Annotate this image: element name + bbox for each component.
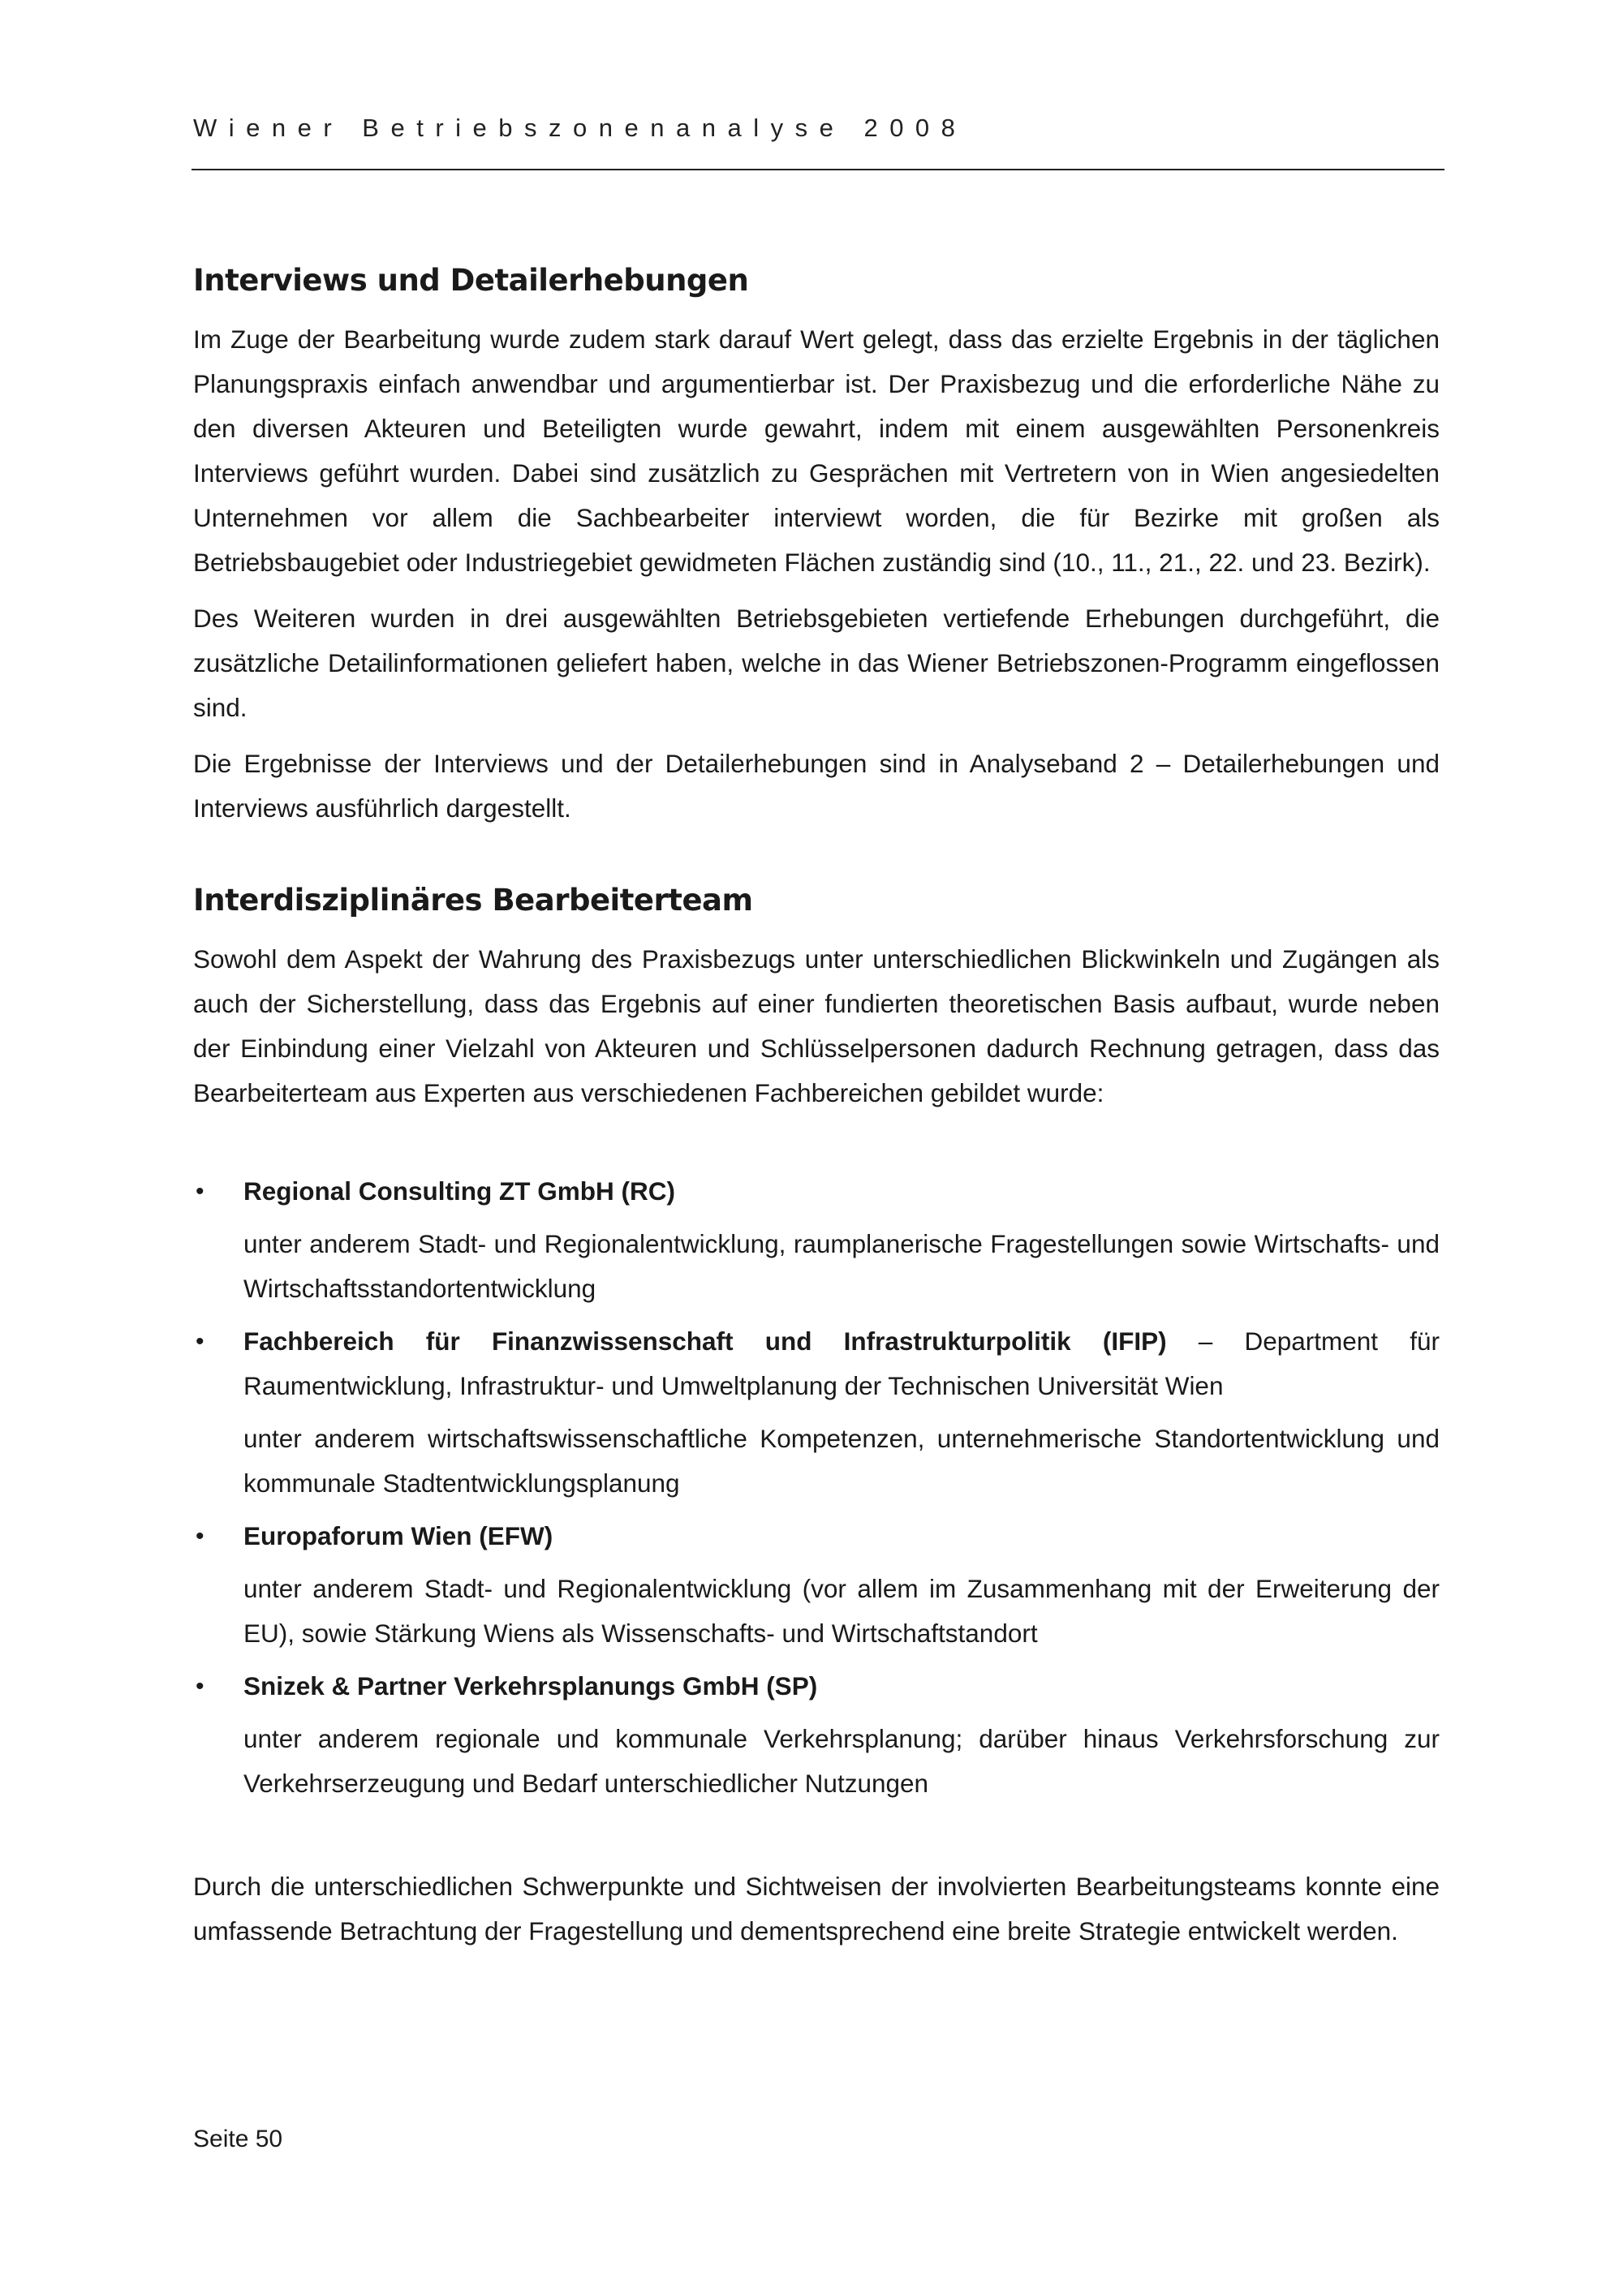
team-member-title (243, 1514, 1440, 1559)
bullet-icon: • (196, 1328, 204, 1355)
team-member-description: unter anderem wirtschaftswissenschaftliche Kompetenzen, unternehmerische Standortentwicklung und kommunale Stadtentwicklungsplanung (243, 1424, 1440, 1498)
team-member-title (243, 1169, 1440, 1214)
team-member-name: Regional Consulting ZT GmbH (RC) (243, 1176, 675, 1206)
team-member-description: unter anderem Stadt- und Regionalentwicklung, raumplanerische Fragestellungen sowie Wirtschafts- und Wirtschaftsstandortentwicklung (243, 1229, 1440, 1303)
team-member-title (243, 1664, 1440, 1709)
list-item (193, 1169, 1440, 1311)
list-item (193, 1514, 1440, 1656)
paragraph-team-intro: Sowohl dem Aspekt der Wahrung des Praxisbezugs unter unterschiedlichen Blickwinkeln und Zugängen als auch der Sicherstellung, dass das Ergebnis auf einer fundierten theoretischen Basis aufbaut, wurde neben der Einbindung einer Vielzahl von Akteuren und Schlüsselpersonen dadurch Rechnung getragen, dass das Bearbeiterteam aus Experten aus verschiedenen Fachbereichen gebildet wurde: (193, 944, 1440, 1107)
header-rule (192, 169, 1444, 170)
bullet-icon: • (196, 1178, 204, 1205)
team-member-description: unter anderem Stadt- und Regionalentwicklung (vor allem im Zusammenhang mit der Erweiterung der EU), sowie Stärkung Wiens als Wissenschafts- und Wirtschaftstandort (243, 1574, 1440, 1648)
team-member-title (243, 1319, 1440, 1408)
team-member-affiliation: – Department für Raumentwicklung, Infrastruktur- und Umweltplanung der Technischen Universität Wien (243, 1326, 1440, 1400)
page-content (193, 263, 1440, 1954)
running-header: Wiener Betriebszonenanalyse 2008 (193, 114, 967, 142)
bullet-icon: • (196, 1673, 204, 1700)
paragraph-interviews-2: Des Weiteren wurden in drei ausgewählten Betriebsgebieten vertiefende Erhebungen durchgeführt, die zusätzliche Detailinformationen geliefert haben, welche in das Wiener Betriebszonen-Programm eingeflossen sind. (193, 604, 1440, 722)
team-member-name: Europaforum Wien (EFW) (243, 1521, 553, 1550)
page-number: Seite 50 (193, 2126, 283, 2152)
team-member-name: Fachbereich für Finanzwissenschaft und Infrastrukturpolitik (IFIP) (243, 1326, 1167, 1356)
team-member-name: Snizek & Partner Verkehrsplanungs GmbH (SP) (243, 1671, 818, 1701)
list-item (193, 1664, 1440, 1806)
list-item (193, 1319, 1440, 1506)
section-heading-team: Interdisziplinäres Bearbeiterteam (193, 883, 753, 918)
paragraph-interviews-1: Im Zuge der Bearbeitung wurde zudem stark darauf Wert gelegt, dass das erzielte Ergebnis in der täglichen Planungspraxis einfach anwendbar und argumentierbar ist. Der Praxisbezug und die erforderliche Nähe zu den diversen Akteuren und Beteiligten wurde gewahrt, indem mit einem ausgewählten Personenkreis Interviews geführt wurden. Dabei sind zusätzlich zu Gesprächen mit Vertretern von in Wien angesiedelten Unternehmen vor allem die Sachbearbeiter interviewt worden, die für Bezirke mit großen als Betriebsbaugebiet oder Industriegebiet gewidmeten Flächen zuständig sind (10., 11., 21., 22. und 23. Bezirk). (193, 325, 1440, 577)
team-list (193, 1169, 1440, 1806)
paragraph-interviews-3: Die Ergebnisse der Interviews und der Detailerhebungen sind in Analyseband 2 – Detailerhebungen und Interviews ausführlich dargestellt. (193, 749, 1440, 823)
paragraph-closing: Durch die unterschiedlichen Schwerpunkte und Sichtweisen der involvierten Bearbeitungsteams konnte eine umfassende Betrachtung der Fragestellung und dementsprechend eine breite Strategie entwickelt werden. (193, 1872, 1440, 1946)
section-heading-interviews: Interviews und Detailerhebungen (193, 263, 749, 298)
team-member-description: unter anderem regionale und kommunale Verkehrsplanung; darüber hinaus Verkehrsforschung zur Verkehrserzeugung und Bedarf unterschiedlicher Nutzungen (243, 1724, 1440, 1798)
bullet-icon: • (196, 1523, 204, 1550)
